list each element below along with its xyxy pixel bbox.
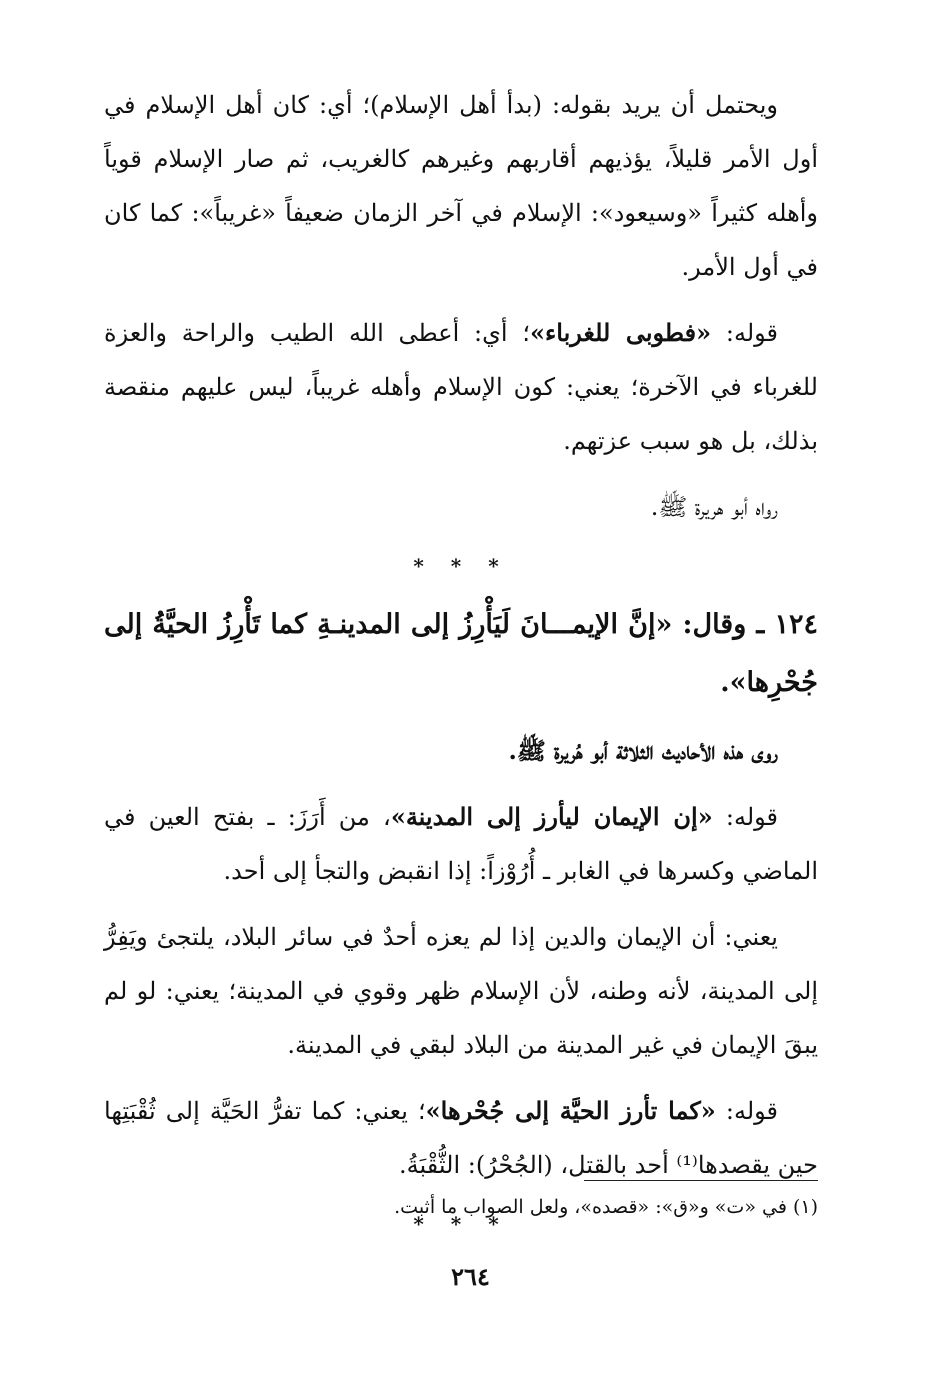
paragraph-3: رواه أبو هريرة ﷺ. [650, 493, 778, 521]
paragraph-1: ويحتمل أن يريد بقوله: (بدأ أهل الإسلام)؛ أي: كان أهل الإسلام في أول الأمر قليلاً، يؤذيهم أقاربهم وغيرهم كالغريب، ثم صار الإسلام قوياً وأهله كثيراً «وسيعود»: الإسلام في آخر الزمان ضعيفاً «غريباً»: كما كان في أول الأمر. [104, 91, 818, 281]
paragraph-6 [104, 1084, 818, 1192]
footnote-rule [584, 1180, 818, 1181]
paragraph-6-quote: «كما تأرز الحيَّة إلى جُحْرها» [425, 1096, 716, 1125]
paragraph-6-text: ؛ يعني: كما تفرُّ الحَيَّة إلى ثُقْبَتِها حين يقصدها⁽¹⁾ أحد بالقتل، (الجُحْرُ): الثُّقْبَةُ. [104, 1097, 818, 1179]
hadith-text: «إنَّ الإيمـــانَ لَيَأْرِزُ إلى المدينـةِ كما تَأْرِزُ الحيَّةُ إلى جُحْرِها». [104, 609, 818, 698]
paragraph-4-prefix: قوله: [712, 803, 778, 831]
paragraph-2-quote: «فطوبى للغرباء» [529, 318, 712, 347]
narrator-line: روى هذه الأحاديث الثلاثة أبو هُريرة ﷺ. [508, 736, 778, 765]
paragraph-4-text: ، من أَرَزَ: ـ بفتح العين في الماضي وكسرها في الغابر ـ أُرُوْزاً: إذا انقبض والتجأ إلى أحد. [104, 803, 818, 885]
hadith-124 [104, 596, 818, 712]
paragraph-2-text: ؛ أي: أعطى الله الطيب والراحة والعزة للغرباء في الآخرة؛ يعني: كون الإسلام وأهله غريباً، ليس عليهم منقصة بذلك، بل هو سبب عزتهم. [104, 319, 818, 455]
footnote: (١) في «ت» و«ق»: «قصده»، ولعل الصواب ما أثبت. [394, 1196, 818, 1218]
paragraph-4-quote: «إن الإيمان ليأرز إلى المدينة» [390, 802, 713, 831]
paragraph-5: يعني: أن الإيمان والدين إذا لم يعزه أحدٌ في سائر البلاد، يلتجئ ويَفِرُّ إلى المدينة، لأنه وطنه، لأن الإسلام ظهر وقوي في المدينة؛ يعني: لو لم يبقَ الإيمان في غير المدينة من البلاد لبقي في المدينة. [104, 923, 818, 1059]
paragraph-4 [104, 790, 818, 898]
hadith-number: ١٢٤ ـ وقال: [672, 609, 819, 640]
page-number: ٢٦٤ [451, 1262, 490, 1291]
paragraph-2 [104, 306, 818, 468]
paragraph-2-prefix: قوله: [711, 319, 778, 347]
page-body [104, 78, 818, 1254]
section-separator-2: * * * [413, 1212, 509, 1236]
paragraph-6-prefix: قوله: [715, 1097, 779, 1125]
section-separator-1: * * * [413, 554, 509, 578]
